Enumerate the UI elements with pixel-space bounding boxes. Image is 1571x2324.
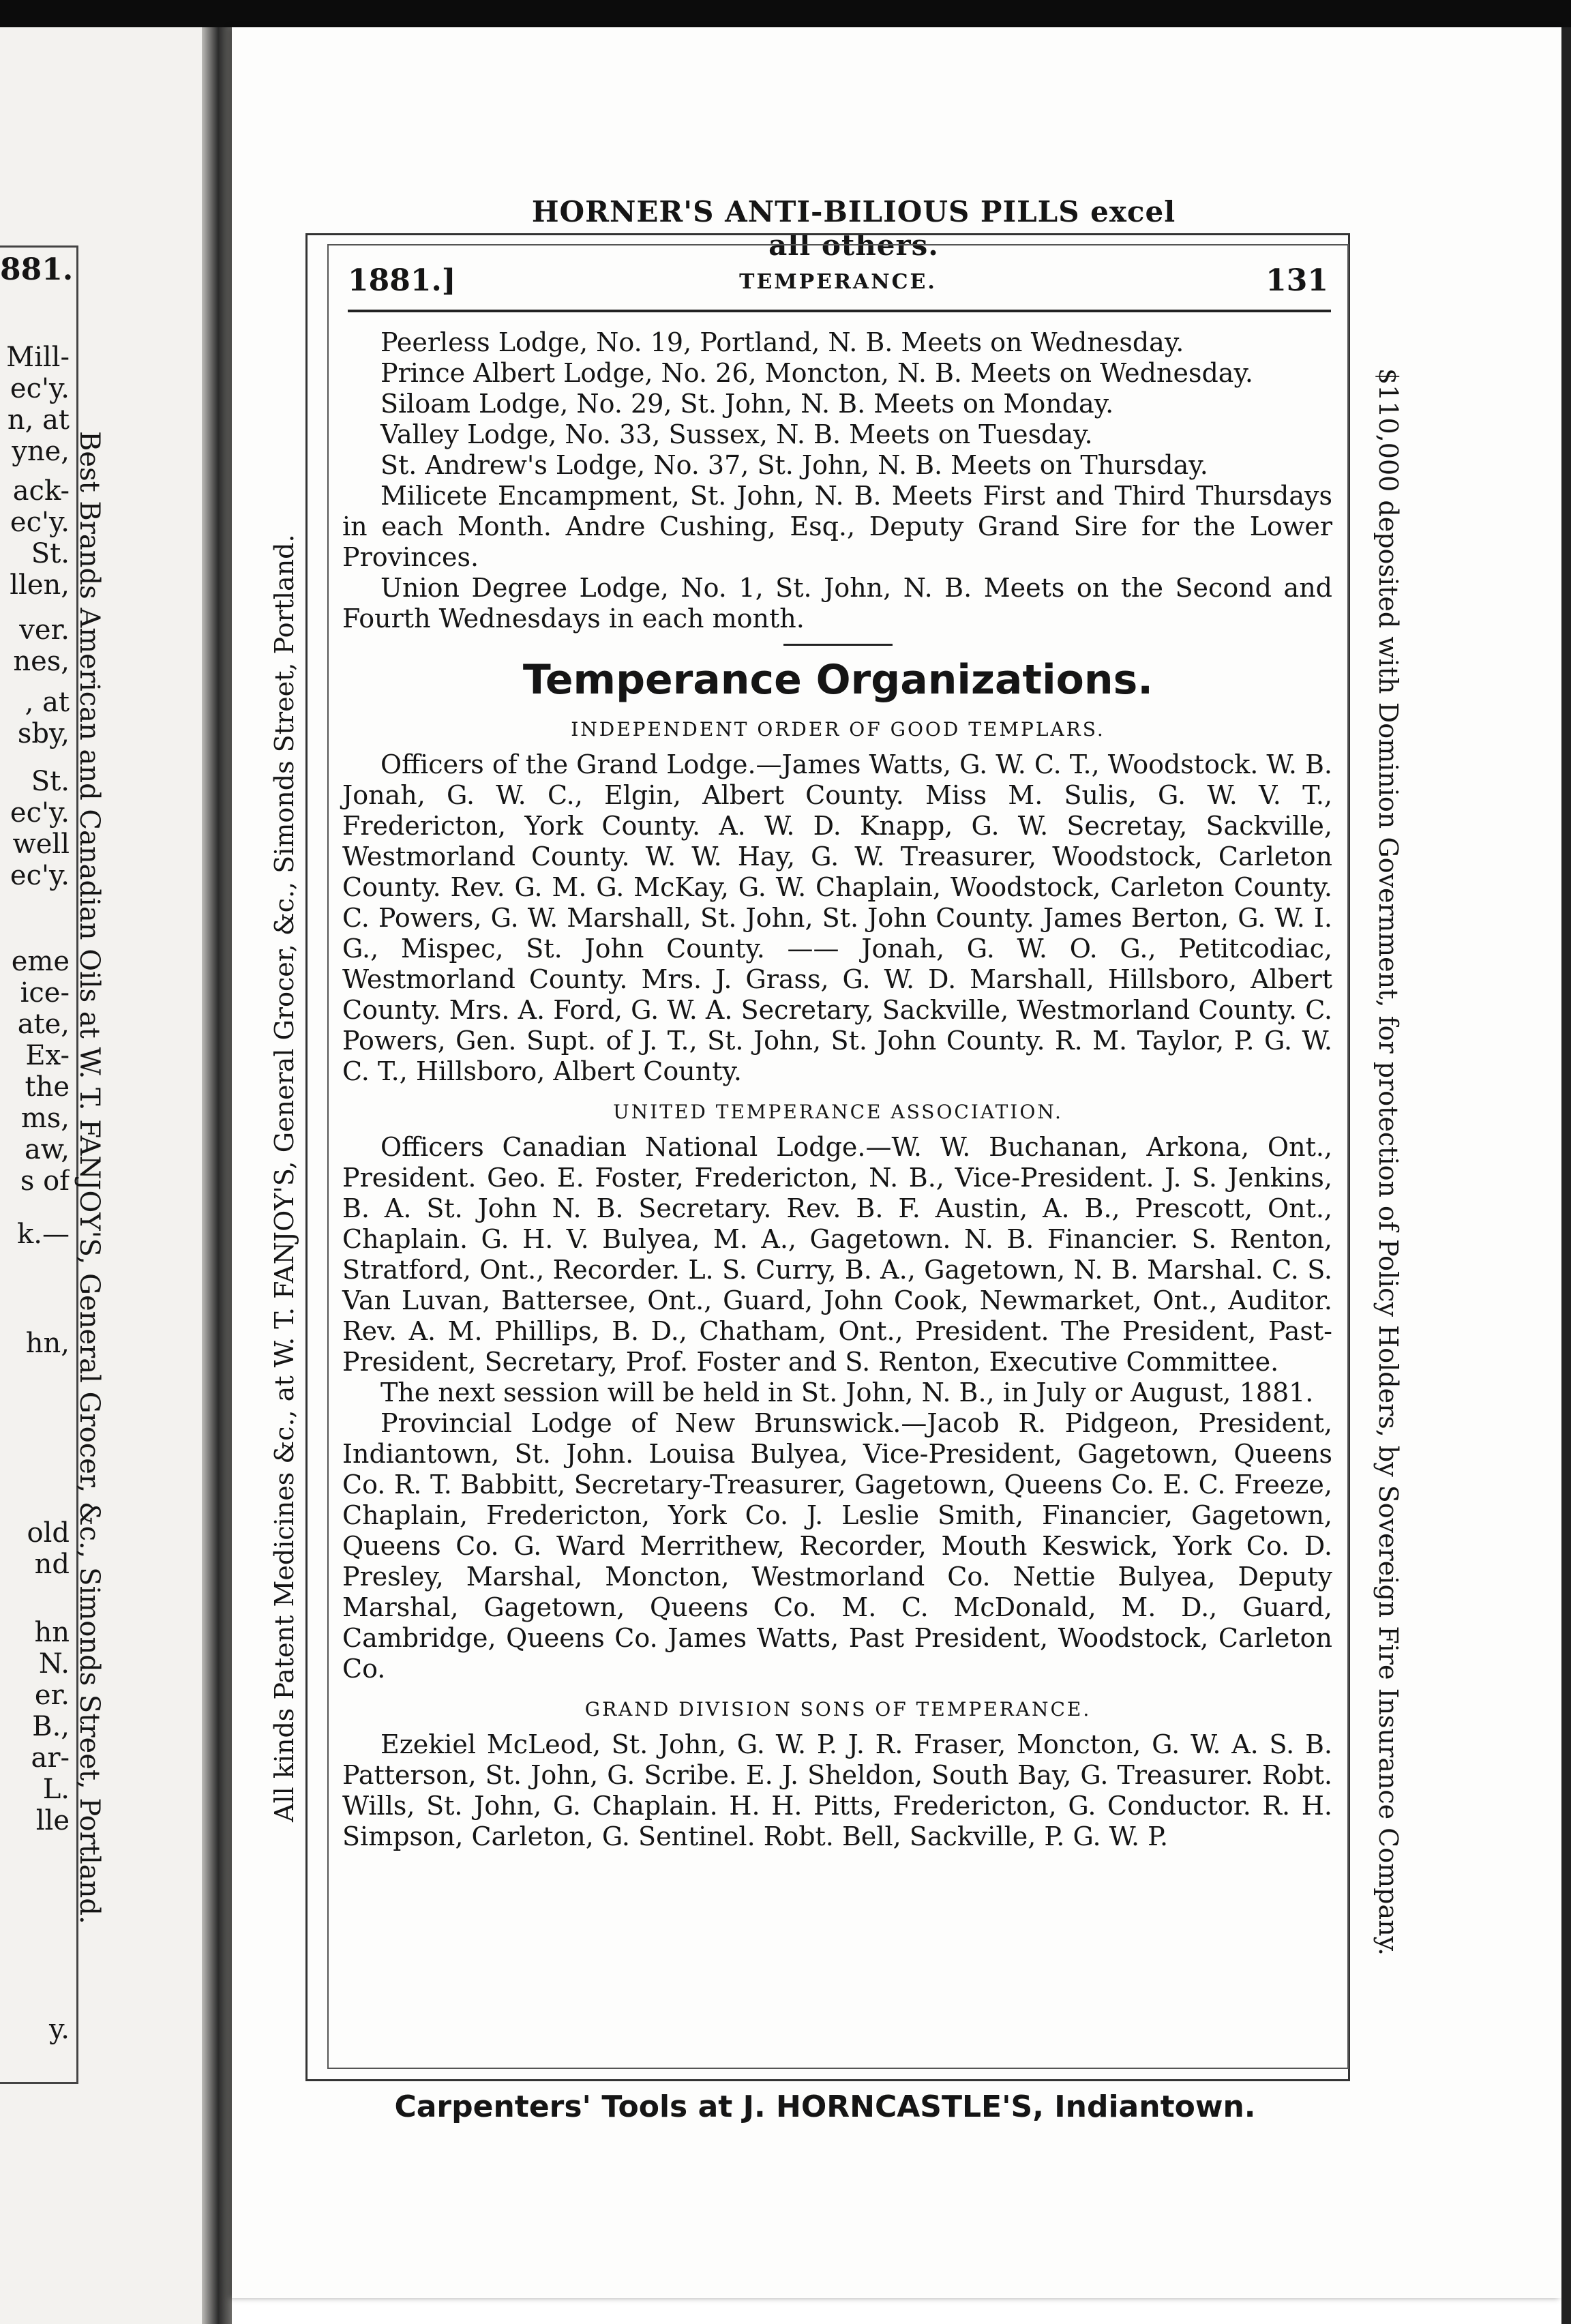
section-title: Temperance Organizations. bbox=[522, 656, 1154, 704]
running-header bbox=[338, 254, 1338, 307]
right-margin-ad: $110,000 deposited with Dominion Government, for protection of Policy Holders, by Sovereign Fire Insurance Company. bbox=[1373, 368, 1403, 1956]
facing-page-fragment: N. bbox=[38, 1648, 70, 1680]
lodge-entry: Union Degree Lodge, No. 1, St. John, N. B. Meets on the Second and Fourth Wednesdays in each month. bbox=[342, 573, 1332, 634]
facing-page-fragment: ice- bbox=[20, 977, 70, 1009]
facing-page-fragment: the bbox=[25, 1071, 70, 1103]
facing-page-fragment: nes, bbox=[13, 646, 70, 677]
left-margin-ad: All kinds Patent Medicines &c., at W. T. FANJOY'S, General Grocer, &c., Simonds Street, Portland. bbox=[269, 534, 299, 1822]
facing-page-fragment: Ex- bbox=[25, 1040, 70, 1071]
sons-of-temperance-text: Ezekiel McLeod, St. John, G. W. P. J. R. Fraser, Moncton, G. W. A. S. B. Patterson, St. John, G. Scribe. E. J. Sheldon, South Bay, G. Treasurer. Robt. Wills, St. John, G. Chaplain. H. H. Pitts, Fredericton, G. Conductor. R. H. Simpson, Carleton, G. Sentinel. Robt. Bell, Sackville, P. G. W. P. bbox=[342, 1729, 1332, 1851]
facing-page-fragment: , at bbox=[25, 687, 70, 718]
facing-page-fragment: aw, bbox=[24, 1134, 70, 1165]
facing-page-fragment: n, at bbox=[7, 404, 70, 436]
facing-page-fragment: ec'y. bbox=[10, 797, 70, 829]
facing-page-fragment: hn bbox=[34, 1617, 70, 1648]
facing-page-fragment: ar- bbox=[31, 1742, 70, 1774]
provincial-lodge-text: Provincial Lodge of New Brunswick.—Jacob R. Pidgeon, President, Indiantown, St. John. Louisa Bulyea, Vice-President, Gagetown, Queens Co. R. T. Babbitt, Secretary-Treasurer, Gagetown, Queens Co. E. C. Freeze, Chaplain, Fredericton, York Co. J. Leslie Smith, Financier, Gagetown, Queens Co. G. Ward Merrithew, Recorder, Mouth Keswick, York Co. D. Presley, Marshal, Moncton, Westmorland Co. Nettie Bulyea, Deputy Marshal, Gagetown, Queens Co. M. C. McDonald, M. D., Guard, Cambridge, Queens Co. James Watts, Past President, Woodstock, Carleton Co. bbox=[342, 1408, 1332, 1684]
facing-page-fragment: hn, bbox=[25, 1328, 70, 1359]
facing-page-year: 881. bbox=[0, 252, 74, 287]
facing-page-fragment: St. bbox=[31, 538, 70, 569]
scan-right-border bbox=[1561, 27, 1571, 2324]
united-temperance-text: Officers Canadian National Lodge.—W. W. Buchanan, Arkona, Ont., President. Geo. E. Foster, Fredericton, N. B., Vice-President. J. S. Jenkins, B. A. St. John N. B. Secretary. Rev. B. F. Austin, A. B., Prescott, Ont., Chaplain. G. H. V. Bulyea, M. A., Gagetown. N. B. Financier. S. Renton, Stratford, Ont., Recorder. L. S. Curry, B. A., Gagetown, N. B. Marshal. C. S. Van Luvan, Battersee, Ont., Guard, John Cook, Newmarket, Ont., Auditor. Rev. A. M. Phillips, B. D., Chatham, Ont., President. The President, Past-President, Secretary, Prof. Foster and S. Renton, Executive Committee. bbox=[342, 1132, 1332, 1377]
facing-page-fragment: k.— bbox=[17, 1219, 70, 1250]
section-divider bbox=[783, 644, 893, 646]
facing-page-fragment: y. bbox=[49, 2014, 70, 2045]
next-session-text: The next session will be held in St. John, N. B., in July or August, 1881. bbox=[380, 1377, 1314, 1407]
lodge-entry: Valley Lodge, No. 33, Sussex, N. B. Meets on Tuesday. bbox=[380, 419, 1093, 449]
facing-page-fragment: lle bbox=[35, 1805, 70, 1836]
good-templars-text: Officers of the Grand Lodge.—James Watts, G. W. C. T., Woodstock. W. B. Jonah, G. W. C., Elgin, Albert County. Miss M. Sulis, G. W. V. T., Fredericton, York County. A. W. D. Knapp, G. W. Secretay, Sackville, Westmorland County. W. W. Hay, G. W. Treasurer, Woodstock, Carleton County. Rev. G. M. G. McKay, G. W. Chaplain, Woodstock, Carleton County. C. Powers, G. W. Marshall, St. John, St. John County. James Berton, G. W. I. G., Mispec, St. John County. —— Jonah, G. W. O. G., Petitcodiac, Westmorland County. Mrs. J. Grass, G. W. D. Marshall, Hillsboro, Albert County. Mrs. A. Ford, G. W. A. Secretary, Sackville, Westmorland County. C. Powers, Gen. Supt. of J. T., St. John, St. John County. R. M. Taylor, P. G. W. C. T., Hillsboro, Albert County. bbox=[342, 749, 1332, 1086]
footer-banner-ad: Carpenters' Tools at J. HORNCASTLE'S, Indiantown. bbox=[394, 2089, 1256, 2124]
book-gutter bbox=[202, 27, 232, 2324]
lodge-entry: Milicete Encampment, St. John, N. B. Meets First and Third Thursdays in each Month. Andre Cushing, Esq., Deputy Grand Sire for the Lower Provinces. bbox=[342, 481, 1332, 572]
header-year: 1881.] bbox=[348, 263, 456, 298]
facing-page bbox=[0, 27, 202, 2324]
page-content bbox=[338, 254, 1338, 1852]
facing-page-fragment: well bbox=[12, 829, 70, 860]
lodge-entry: Siloam Lodge, No. 29, St. John, N. B. Meets on Monday. bbox=[380, 389, 1114, 419]
lodge-entry: Prince Albert Lodge, No. 26, Moncton, N. B. Meets on Wednesday. bbox=[380, 358, 1253, 388]
facing-page-fragment: yne, bbox=[12, 436, 70, 467]
header-title: TEMPERANCE. bbox=[739, 270, 937, 294]
good-templars-heading: INDEPENDENT ORDER OF GOOD TEMPLARS. bbox=[571, 718, 1105, 741]
header-banner-ad: HORNER'S ANTI-BILIOUS PILLS excel all others. bbox=[531, 195, 1176, 262]
facing-page-fragment: eme bbox=[11, 946, 70, 977]
facing-page-fragment: sby, bbox=[17, 718, 70, 749]
sons-of-temperance-heading: GRAND DIVISION SONS OF TEMPERANCE. bbox=[584, 1698, 1092, 1720]
facing-page-fragment: llen, bbox=[10, 569, 70, 601]
united-temperance-heading: UNITED TEMPERANCE ASSOCIATION. bbox=[613, 1101, 1063, 1123]
facing-page-fragment: ec'y. bbox=[10, 507, 70, 538]
facing-page-fragment: ack- bbox=[12, 475, 70, 507]
facing-page-fragment: ate, bbox=[17, 1009, 70, 1040]
facing-page-fragment: ec'y. bbox=[10, 373, 70, 404]
facing-page-fragment: s of bbox=[20, 1165, 70, 1197]
facing-page-fragment: L. bbox=[42, 1774, 70, 1805]
facing-page-fragment: ec'y. bbox=[10, 860, 70, 891]
facing-page-margin-ad: Best Brands American and Canadian Oils at W. T. FANJOY'S, General Grocer, &c., Simonds Street, Portland. bbox=[74, 431, 105, 1924]
facing-page-fragment: er. bbox=[34, 1680, 70, 1711]
lodge-entry: Peerless Lodge, No. 19, Portland, N. B. Meets on Wednesday. bbox=[380, 327, 1184, 357]
facing-page-fragment: old bbox=[27, 1517, 70, 1549]
facing-page-fragment: B., bbox=[32, 1711, 70, 1742]
scan-top-border bbox=[0, 0, 1571, 27]
facing-page-fragment: ver. bbox=[19, 614, 70, 646]
lodge-entry: St. Andrew's Lodge, No. 37, St. John, N. B. Meets on Thursday. bbox=[380, 450, 1208, 480]
facing-page-fragment: St. bbox=[31, 766, 70, 797]
facing-page-fragment: ms, bbox=[20, 1103, 70, 1134]
page-number: 131 bbox=[1266, 263, 1328, 298]
facing-page-fragment: Mill- bbox=[6, 342, 70, 373]
header-rule bbox=[348, 310, 1331, 312]
facing-page-fragment: nd bbox=[34, 1549, 70, 1580]
